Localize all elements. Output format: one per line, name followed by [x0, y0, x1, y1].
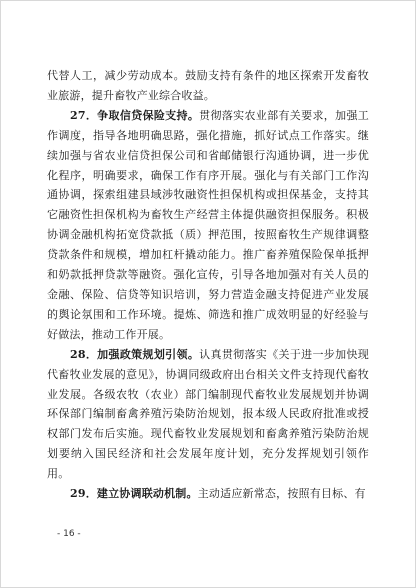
paragraph-heading: 27．争取信贷保险支持。 [70, 108, 200, 122]
paragraph-heading: 29．建立协调联动机制。 [70, 487, 198, 501]
paragraph-text: 认真贯彻落实《关于进一步加快现代畜牧业发展的意见》，协调同级政府出台相关文件支持现代畜牧业发展。各级农牧（农业）部门编制现代畜牧业发展规划并协调环保部门编制畜禽养殖污染防治规划，报本级人民政府批准或授权部门发布后实施。现代畜牧业发展规划和畜禽养殖污染防治规划要纳入国民经济和社会发展年度计划，充分发挥规划引领作用。 [47, 347, 369, 481]
document-body [47, 66, 369, 504]
paragraph-29 [47, 484, 369, 504]
paragraph-heading: 28．加强政策规划引领。 [70, 347, 200, 361]
paragraph-text: 主动适应新常态，按照有目标、有 [197, 487, 366, 501]
paragraph-text: 代替人工，减少劳动成本。鼓励支持有条件的地区探索开发畜牧业旅游，提升畜牧产业综合收益。 [47, 69, 369, 102]
paragraph-27 [47, 106, 369, 345]
paragraph-28 [47, 345, 369, 484]
paragraph-continuation [47, 66, 369, 106]
page-number: - 16 - [57, 529, 81, 539]
paragraph-text: 贯彻落实农业部有关要求，加强工作调度，指导各地明确思路，强化措施，抓好试点工作落实。继续加强与省农业信贷担保公司和省邮储银行沟通协调，进一步优化程序，明确要求，确保工作有序开展。强化与有关部门工作沟通协调，探索组建县域涉牧融资性担保机构或担保基金，支持其它融资性担保机构为畜牧生产经营主体提供融资担保服务。积极协调金融机构拓宽贷款抵（质）押范围，按照畜牧生产规律调整贷款条件和规模，增加杠杆撬动能力。推广畜养殖保险保单抵押和奶款抵押贷款等融资。强化宣传，引导各地加强对有关人员的金融、保险、信贷等知识培训，努力营造金融支持促进产业发展的舆论氛围和工作环境。提炼、筛选和推广成效明显的好经验与好做法，推动工作开展。 [47, 108, 369, 341]
